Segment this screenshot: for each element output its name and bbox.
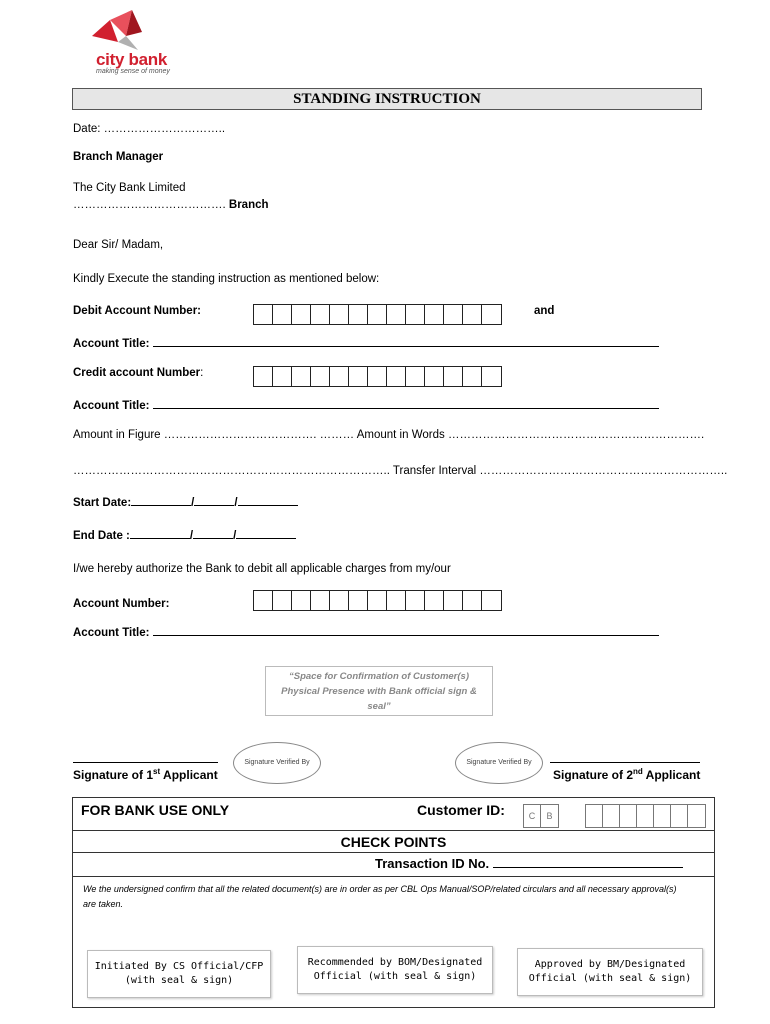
signature-2-label: Signature of 2nd Applicant: [553, 767, 701, 782]
customer-id-prefix: C B: [523, 804, 559, 828]
confirmation-text: We the undersigned confirm that all the related document(s) are in order as per CBL Ops Manual/SOP/related circulars and all necessary approval(s) are taken.: [83, 884, 677, 909]
recommended-by-box[interactable]: Recommended by BOM/Designated Official (with seal & sign): [297, 946, 493, 994]
debit-account-label: Debit Account Number:: [73, 305, 201, 317]
interval-line[interactable]: ……………………………………………………………………….. Transfer Interval ………………………………………………………..: [73, 465, 728, 477]
signature-line-1[interactable]: [73, 762, 218, 763]
signature-verified-stamp-1: Signature Verified By: [233, 742, 321, 784]
check-points-heading: CHECK POINTS: [340, 834, 447, 850]
debit-account-boxes[interactable]: [253, 304, 502, 325]
initiated-by-box[interactable]: Initiated By CS Official/CFP (with seal & sign): [87, 950, 271, 998]
start-date-field[interactable]: Start Date: / /: [73, 495, 298, 509]
approved-by-box[interactable]: Approved by BM/Designated Official (with seal & sign): [517, 948, 703, 996]
bank-use-section: [72, 797, 715, 1008]
amount-line[interactable]: Amount in Figure …………………………………. ……… Amount in Words ………………………………………………………….: [73, 429, 705, 441]
recipient-role: Branch Manager: [73, 151, 164, 163]
logo-tagline: making sense of money: [96, 68, 170, 75]
transaction-id-field[interactable]: Transaction ID No.: [375, 856, 683, 871]
credit-account-label: Credit account Number:: [73, 367, 204, 379]
signature-verified-stamp-2: Signature Verified By: [455, 742, 543, 784]
branch-label: Branch: [228, 199, 269, 211]
credit-account-title[interactable]: Account Title:: [73, 398, 659, 412]
charges-account-boxes[interactable]: [253, 590, 502, 611]
authorize-text: I/we hereby authorize the Bank to debit all applicable charges from my/our: [73, 563, 451, 575]
customer-id-boxes[interactable]: [585, 804, 706, 828]
end-date-field[interactable]: End Date : / /: [73, 528, 296, 542]
branch-dots: ………………………………….: [73, 199, 226, 211]
and-label: and: [534, 305, 555, 317]
date-field[interactable]: Date: …………………………..: [73, 123, 226, 135]
salutation: Dear Sir/ Madam,: [73, 239, 164, 251]
charges-account-title[interactable]: Account Title:: [73, 625, 659, 639]
charges-account-label: Account Number:: [73, 598, 170, 610]
physical-presence-box: “Space for Confirmation of Customer(s) Physical Presence with Bank official sign & seal”: [265, 666, 493, 716]
form-title: STANDING INSTRUCTION: [72, 88, 702, 110]
credit-account-boxes[interactable]: [253, 366, 502, 387]
signature-1-label: Signature of 1st Applicant: [73, 767, 218, 782]
bank-use-heading: FOR BANK USE ONLY: [81, 802, 230, 818]
intro-text: Kindly Execute the standing instruction as mentioned below:: [73, 273, 380, 285]
branch-line[interactable]: [73, 199, 269, 211]
recipient-bank: The City Bank Limited: [73, 182, 186, 194]
debit-account-title[interactable]: Account Title:: [73, 336, 659, 350]
signature-line-2[interactable]: [550, 762, 700, 763]
logo-wordmark: city bank: [96, 50, 167, 69]
customer-id-label: Customer ID:: [417, 802, 505, 818]
